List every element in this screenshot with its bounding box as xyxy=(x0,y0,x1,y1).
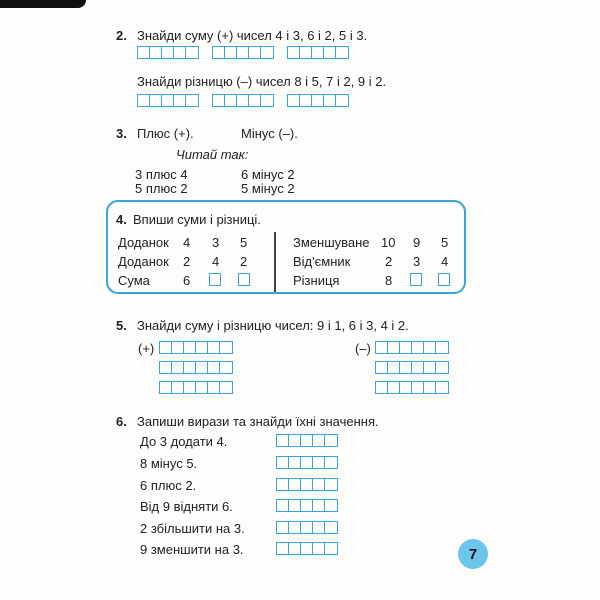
answer-grid[interactable] xyxy=(276,456,338,469)
example-text: 3 плюс 4 xyxy=(135,167,188,182)
plus-sign-label: (+) xyxy=(138,341,155,356)
expression-text: 6 плюс 2. xyxy=(140,478,197,493)
page-corner-shadow xyxy=(0,0,86,8)
expression-text: Від 9 відняти 6. xyxy=(140,499,233,514)
table-value: 3 xyxy=(212,235,220,250)
table-value: 4 xyxy=(212,254,220,269)
expression-text: До 3 додати 4. xyxy=(140,434,228,449)
minuend-label: Зменшуване xyxy=(293,235,370,250)
answer-grid[interactable] xyxy=(276,478,338,491)
answer-box[interactable] xyxy=(238,273,250,286)
addend-label: Доданок xyxy=(118,254,169,269)
answer-grid[interactable] xyxy=(375,341,449,354)
table-divider xyxy=(274,232,276,292)
answer-grid[interactable] xyxy=(212,94,274,107)
task-2-line-1: Знайди суму (+) чисел 4 і 3, 6 і 2, 5 і 3. xyxy=(137,28,368,43)
table-value: 9 xyxy=(413,235,421,250)
example-text: 6 мінус 2 xyxy=(241,167,295,182)
table-value: 5 xyxy=(441,235,449,250)
answer-grid[interactable] xyxy=(159,381,233,394)
table-value: 4 xyxy=(441,254,449,269)
answer-grid[interactable] xyxy=(287,94,349,107)
table-value: 6 xyxy=(183,273,191,288)
table-value: 10 xyxy=(381,235,396,250)
table-value: 5 xyxy=(240,235,248,250)
minus-label: Мінус (–). xyxy=(241,126,298,141)
answer-grid[interactable] xyxy=(137,94,199,107)
answer-grid[interactable] xyxy=(276,434,338,447)
answer-grid[interactable] xyxy=(287,46,349,59)
task-5-title: Знайди суму і різницю чисел: 9 і 1, 6 і 3, 4 і 2. xyxy=(137,318,409,333)
answer-grid[interactable] xyxy=(159,341,233,354)
example-text: 5 плюс 2 xyxy=(135,181,188,196)
answer-grid[interactable] xyxy=(276,542,338,555)
task-6-title: Запиши вирази та знайди їхні значення. xyxy=(137,414,379,429)
answer-grid[interactable] xyxy=(159,361,233,374)
table-value: 8 xyxy=(385,273,393,288)
sum-label: Сума xyxy=(118,273,150,288)
minus-sign-label: (–) xyxy=(355,341,371,356)
answer-grid[interactable] xyxy=(276,499,338,512)
expression-text: 2 збільшити на 3. xyxy=(140,521,245,536)
example-text: 5 мінус 2 xyxy=(241,181,295,196)
task-6-number: 6. xyxy=(116,414,127,429)
page-number-badge: 7 xyxy=(458,539,488,569)
task-2-line-2: Знайди різницю (–) чисел 8 і 5, 7 і 2, 9 і 2. xyxy=(137,74,387,89)
answer-box[interactable] xyxy=(209,273,221,286)
expression-text: 8 мінус 5. xyxy=(140,456,198,471)
table-value: 3 xyxy=(413,254,421,269)
addend-label: Доданок xyxy=(118,235,169,250)
task-4-number: 4. xyxy=(116,212,127,227)
table-value: 2 xyxy=(385,254,393,269)
answer-grid[interactable] xyxy=(375,381,449,394)
plus-label: Плюс (+). xyxy=(137,126,194,141)
expression-text: 9 зменшити на 3. xyxy=(140,542,244,557)
difference-label: Різниця xyxy=(293,273,340,288)
answer-grid[interactable] xyxy=(375,361,449,374)
table-value: 4 xyxy=(183,235,191,250)
table-value: 2 xyxy=(240,254,248,269)
answer-grid[interactable] xyxy=(137,46,199,59)
table-value: 2 xyxy=(183,254,191,269)
answer-box[interactable] xyxy=(438,273,450,286)
task-5-number: 5. xyxy=(116,318,127,333)
read-as-label: Читай так: xyxy=(176,147,249,162)
subtrahend-label: Від'ємник xyxy=(293,254,351,269)
task-4-title: Впиши суми і різниці. xyxy=(133,212,261,227)
answer-box[interactable] xyxy=(410,273,422,286)
task-2-number: 2. xyxy=(116,28,127,43)
answer-grid[interactable] xyxy=(276,521,338,534)
answer-grid[interactable] xyxy=(212,46,274,59)
task-3-number: 3. xyxy=(116,126,127,141)
